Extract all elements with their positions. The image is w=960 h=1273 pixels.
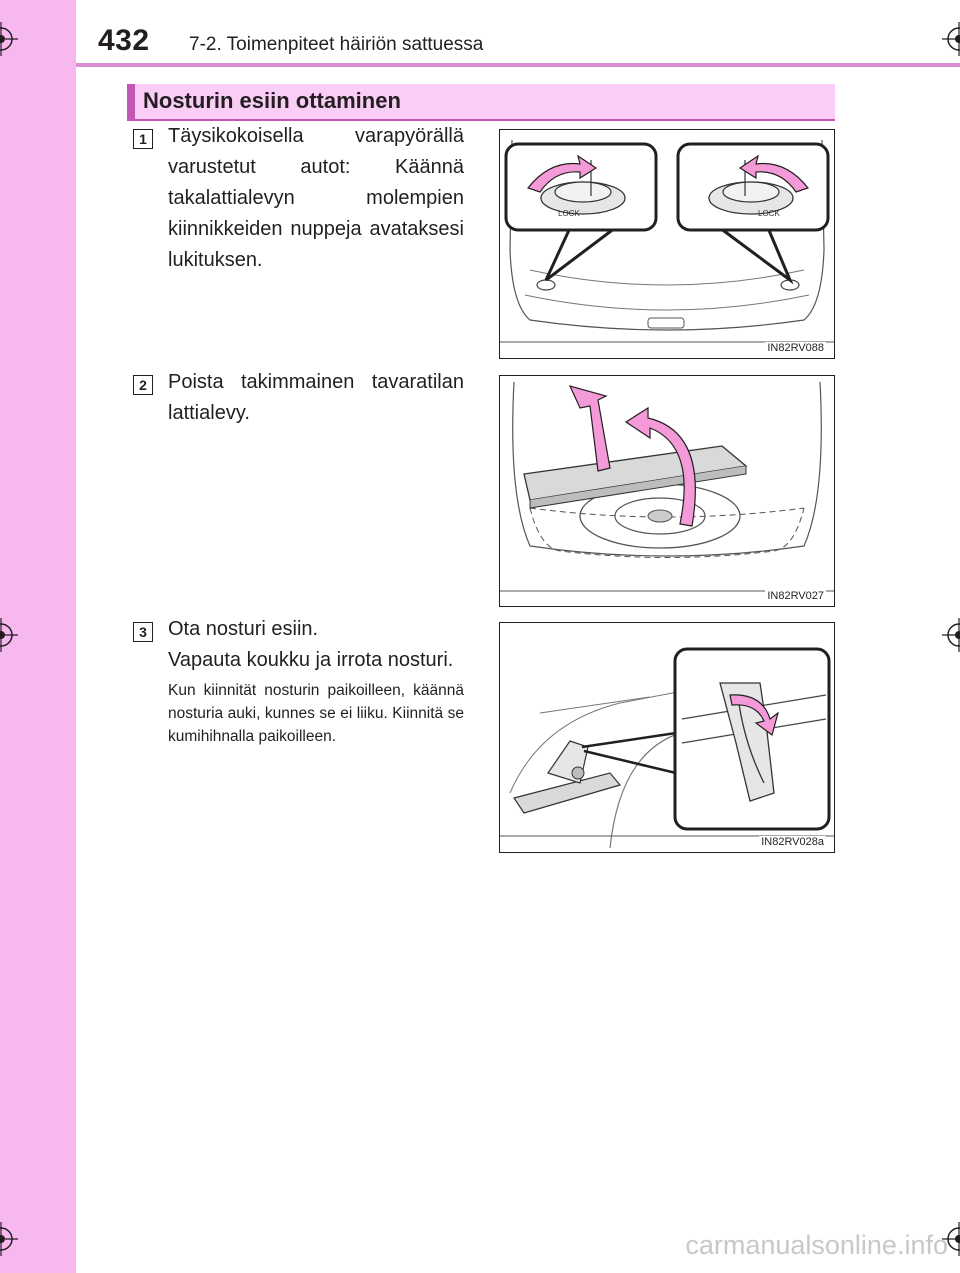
- step-number-1: 1: [133, 129, 153, 149]
- trunk-board-illustration: [500, 376, 834, 606]
- registration-mark-icon: [0, 1222, 18, 1256]
- trunk-floor-illustration: [500, 130, 834, 358]
- registration-mark-icon: [942, 618, 960, 652]
- step-number-2: 2: [133, 375, 153, 395]
- step-1-text: Täysikokoisella varapyörällä varustetut autot: Käännä takalattialevyn molempien kiinnikkeiden nuppeja avataksesi lukituksen.: [168, 125, 464, 271]
- section-title: Nosturin esiin ottaminen: [143, 88, 401, 113]
- chapter-title: 7-2. Toimenpiteet häiriön sattuessa: [189, 34, 484, 55]
- section-heading-accent: [127, 84, 135, 119]
- registration-mark-icon: [0, 22, 18, 56]
- header-rule: [76, 63, 960, 67]
- lock-label-right: LOCK: [758, 209, 780, 218]
- figure-step-3: [499, 622, 835, 853]
- step-3-text-line2: Vapauta koukku ja irrota nosturi.: [168, 649, 454, 671]
- jack-storage-illustration: [500, 623, 834, 852]
- step-3-text-line1: Ota nosturi esiin.: [168, 618, 319, 640]
- step-number-3: 3: [133, 622, 153, 642]
- figure-step-2: [499, 375, 835, 607]
- figure-step-1: [499, 129, 835, 359]
- registration-mark-icon: [942, 22, 960, 56]
- step-2-text: Poista takimmainen tavaratilan lattialevy.: [168, 371, 464, 424]
- section-heading-bar: [127, 84, 835, 119]
- figure-code-2: IN82RV027: [767, 590, 824, 602]
- registration-mark-icon: [0, 618, 18, 652]
- footer-watermark: carmanualsonline.info: [685, 1230, 948, 1260]
- figure-code-3: IN82RV028a: [761, 836, 824, 848]
- step-3-note: Kun kiinnität nosturin paikoilleen, käännä nosturia auki, kunnes se ei liiku. Kiinnitä se kumihihnalla paikoilleen.: [168, 682, 464, 745]
- page-number: 432: [98, 24, 150, 57]
- lock-label-left: LOCK: [558, 209, 580, 218]
- figure-code-1: IN82RV088: [767, 342, 824, 354]
